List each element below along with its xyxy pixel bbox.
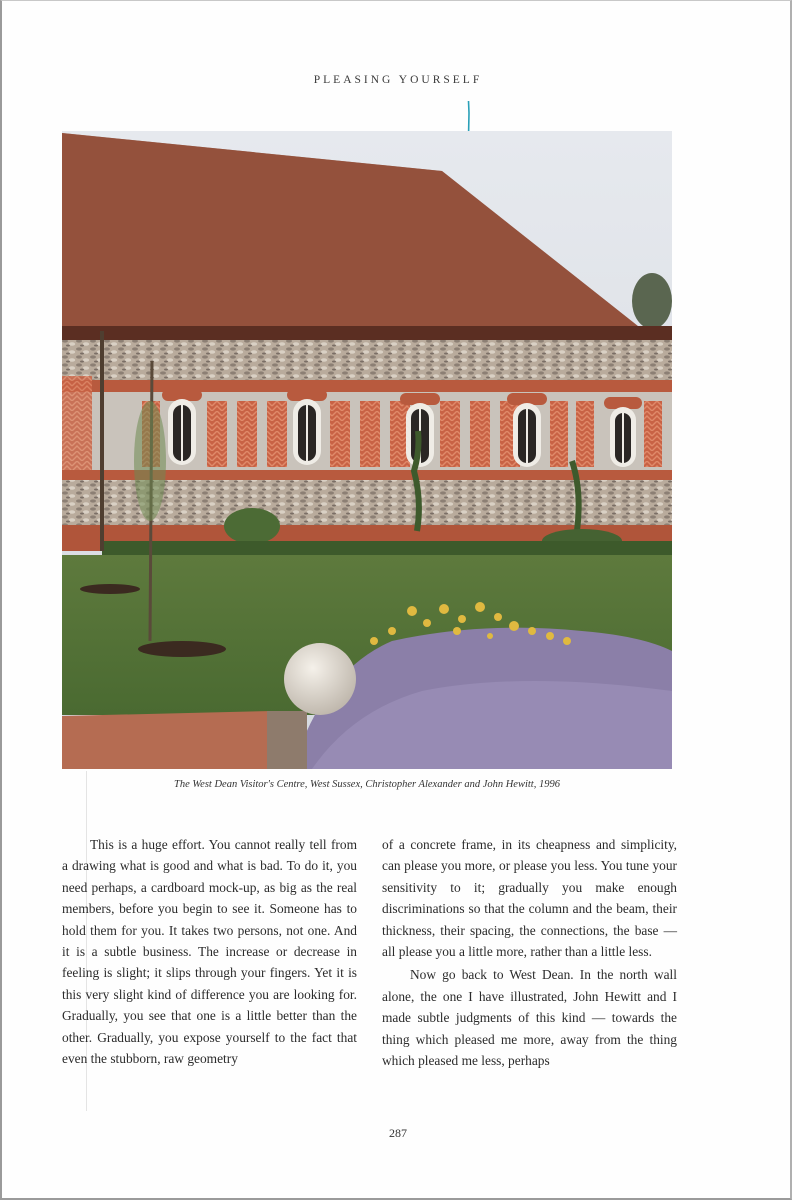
body-paragraph: of a concrete frame, in its cheapness and simplicity, can please you more, or please you less. You tune your sensitivity to it; gradually you make enough discriminations so that the column and the beam, their thickness, their spacing, the connections, the base — all please you a little more, rather than a little less.: [382, 837, 677, 960]
page-number: 287: [389, 1126, 407, 1140]
body-paragraph: Now go back to West Dean. In the north wall alone, the one I have illustrated, John Hewitt and I made subtle judgments of this kind — towards the thing which pleased me more, away from the thing which pleased me less, perhaps: [382, 967, 677, 1069]
building-photo: [62, 131, 672, 769]
body-paragraph: This is a huge effort. You cannot really tell from a drawing what is good and what is bad. To do it, you need perhaps, a cardboard mock-up, as big as the real members, before you begin to see it. Someone has to hold them for you. It takes two persons, not one. And it is a subtle business. The increase or decrease in feeling is slight; it slips through your fingers. Yet it is this very slight kind of difference you are looking for. Gradually, you see that one is a little better than the other. Gradually, you expose yourself to the fact that even the stubborn, raw geometry: [62, 837, 357, 1067]
left-text-column: [62, 834, 357, 1069]
right-text-column: [382, 834, 677, 1071]
photo-caption: The West Dean Visitor's Centre, West Sussex, Christopher Alexander and John Hewitt, 1996: [174, 779, 560, 790]
running-head: PLEASING YOURSELF: [313, 74, 483, 86]
